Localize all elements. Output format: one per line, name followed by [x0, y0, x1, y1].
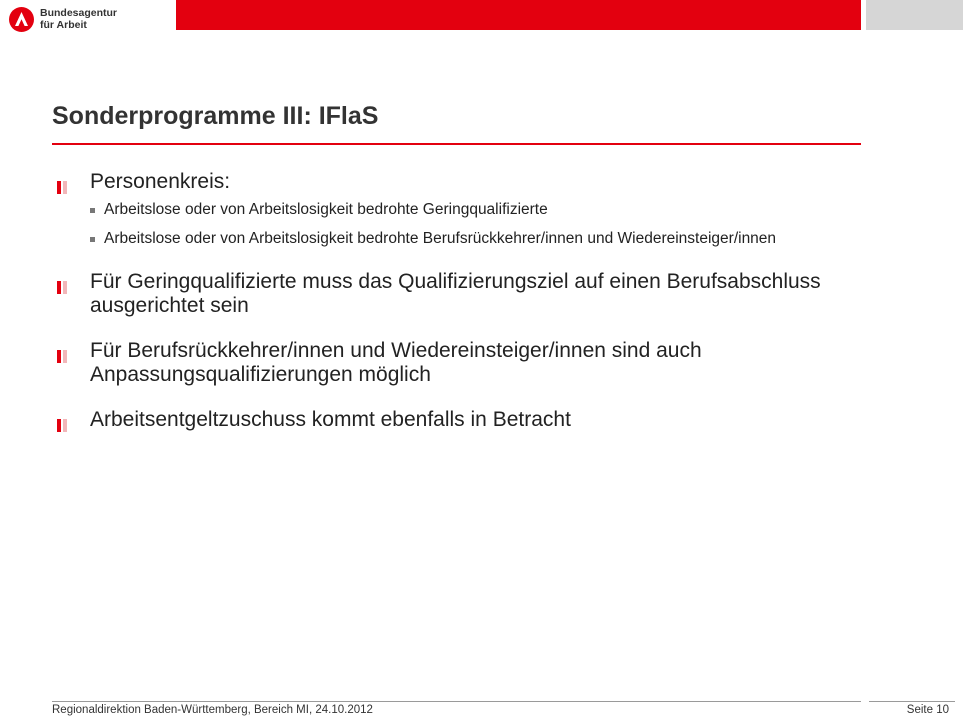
sub-list	[90, 199, 852, 249]
bullet-text: Für Geringqualifizierte muss das Qualifizierungsziel auf einen Berufsabschluss ausgerichtet sein	[90, 270, 821, 317]
logo-line-1: Bundesagentur	[40, 7, 118, 19]
bullet-text: Personenkreis:	[90, 170, 231, 193]
sub-item-text: Arbeitslose oder von Arbeitslosigkeit bedrohte Berufsrückkehrer/innen und Wiedereinsteiger/innen	[104, 230, 777, 247]
bullet-icon	[57, 419, 67, 432]
bullet-text: Für Berufsrückkehrer/innen und Wiedereinsteiger/innen sind auch Anpassungsqualifizierungen möglich	[90, 339, 702, 386]
footer-source: Regionaldirektion Baden-Württemberg, Bereich MI, 24.10.2012	[52, 704, 373, 716]
logo-line-2: für Arbeit	[40, 19, 87, 31]
bullet-item-3	[52, 339, 852, 387]
logo	[9, 3, 169, 35]
bullet-item-4	[52, 408, 852, 432]
header-red-bar	[176, 0, 861, 30]
sub-item-text: Arbeitslose oder von Arbeitslosigkeit bedrohte Geringqualifizierte	[104, 201, 548, 218]
sub-item-2	[90, 228, 852, 249]
bullet-item-1	[52, 170, 852, 249]
bullet-icon	[57, 181, 67, 194]
footer-divider-right	[869, 701, 955, 702]
bullet-icon	[57, 350, 67, 363]
slide-content	[52, 170, 852, 432]
header-grey-bar	[866, 0, 963, 30]
bullet-text: Arbeitsentgeltzuschuss kommt ebenfalls in Betracht	[90, 408, 571, 431]
page-number: Seite 10	[906, 704, 949, 716]
ba-logo-icon	[9, 7, 34, 32]
sub-item-1	[90, 199, 852, 220]
logo-text	[40, 7, 117, 31]
title-underline	[52, 143, 861, 145]
bullet-item-2	[52, 270, 852, 318]
square-bullet-icon	[90, 208, 95, 213]
slide-title: Sonderprogramme III: IFlaS	[52, 102, 379, 130]
square-bullet-icon	[90, 237, 95, 242]
footer-divider	[52, 701, 861, 702]
bullet-icon	[57, 281, 67, 294]
